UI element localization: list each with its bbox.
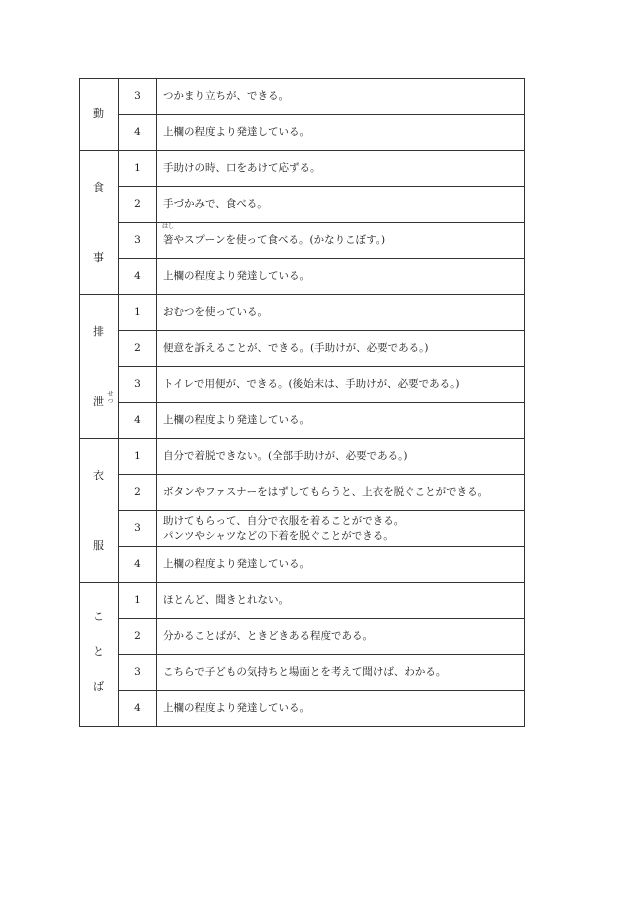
level-number: 4 [119,403,157,439]
level-number: 4 [119,259,157,295]
level-description: こちらで子どもの気持ちと場面とを考えて聞けば、わかる。 [157,655,525,691]
category-char: と [93,645,104,658]
level-number: 3 [119,655,157,691]
category-char: 服 [93,539,104,552]
table-row [80,223,525,259]
table-row [80,151,525,187]
table-row [80,295,525,331]
table-row [80,439,525,475]
category-char: こ [93,610,104,623]
category-char: ば [93,680,104,693]
level-number: 1 [119,151,157,187]
level-description: 自分で着脱できない。(全部手助けが、必要である。) [157,439,525,475]
level-description: おむつを使っている。 [157,295,525,331]
level-description-text: やスプーンを使って食べる。(かなりこぼす。) [173,234,386,247]
level-description: つかまり立ちが、できる。 [157,79,525,115]
level-description: 上欄の程度より発達している。 [157,115,525,151]
level-description: 上欄の程度より発達している。 [157,547,525,583]
side-ruby-reading: せつ [107,391,114,405]
table-row [80,259,525,295]
level-number: 4 [119,115,157,151]
level-number: 2 [119,187,157,223]
level-number: 4 [119,691,157,727]
category-char: 排 [93,325,104,338]
category-char: 泄 [93,395,104,408]
table-row [80,619,525,655]
category-char: 動 [93,107,104,120]
category-cell [80,79,119,151]
level-description: 手づかみで、食べる。 [157,187,525,223]
level-description: 分かることばが、ときどきある程度である。 [157,619,525,655]
category-char: 食 [93,181,104,194]
level-description: 便意を訴えることが、できる。(手助けが、必要である。) [157,331,525,367]
level-description: ボタンやファスナーをはずしてもらうと、上衣を脱ぐことができる。 [157,475,525,511]
development-checklist-table [79,78,525,727]
level-number: 3 [119,223,157,259]
level-description-line: 助けてもらって、自分で衣服を着ることができる。 [163,515,405,528]
table-row [80,187,525,223]
ruby-base: 箸 [163,234,174,247]
table-row [80,691,525,727]
level-number: 3 [119,511,157,547]
level-number: 2 [119,619,157,655]
table-row [80,475,525,511]
level-number: 3 [119,79,157,115]
table-row [80,583,525,619]
table-row [80,511,525,547]
level-description [157,223,525,259]
category-char: 衣 [93,469,104,482]
level-description: トイレで用便が、できる。(後始末は、手助けが、必要である。) [157,367,525,403]
level-description [157,511,525,547]
level-number: 1 [119,583,157,619]
level-number: 2 [119,331,157,367]
table-row [80,115,525,151]
level-description: 上欄の程度より発達している。 [157,403,525,439]
level-number: 4 [119,547,157,583]
ruby-reading: はし [162,223,175,231]
level-description: 手助けの時、口をあけて応ずる。 [157,151,525,187]
level-description: 上欄の程度より発達している。 [157,259,525,295]
category-char: 事 [93,251,104,264]
category-cell [80,439,119,583]
table-row [80,547,525,583]
category-cell [80,583,119,727]
level-number: 1 [119,295,157,331]
ruby-annotation [162,223,175,247]
category-cell [80,151,119,295]
table-row [80,655,525,691]
table-row [80,403,525,439]
level-description: 上欄の程度より発達している。 [157,691,525,727]
level-number: 1 [119,439,157,475]
level-number: 3 [119,367,157,403]
table-row [80,79,525,115]
level-description: ほとんど、聞きとれない。 [157,583,525,619]
table-row [80,367,525,403]
table-row [80,331,525,367]
level-description-line: パンツやシャツなどの下着を脱ぐことができる。 [163,529,394,542]
category-cell [80,295,119,439]
level-number: 2 [119,475,157,511]
